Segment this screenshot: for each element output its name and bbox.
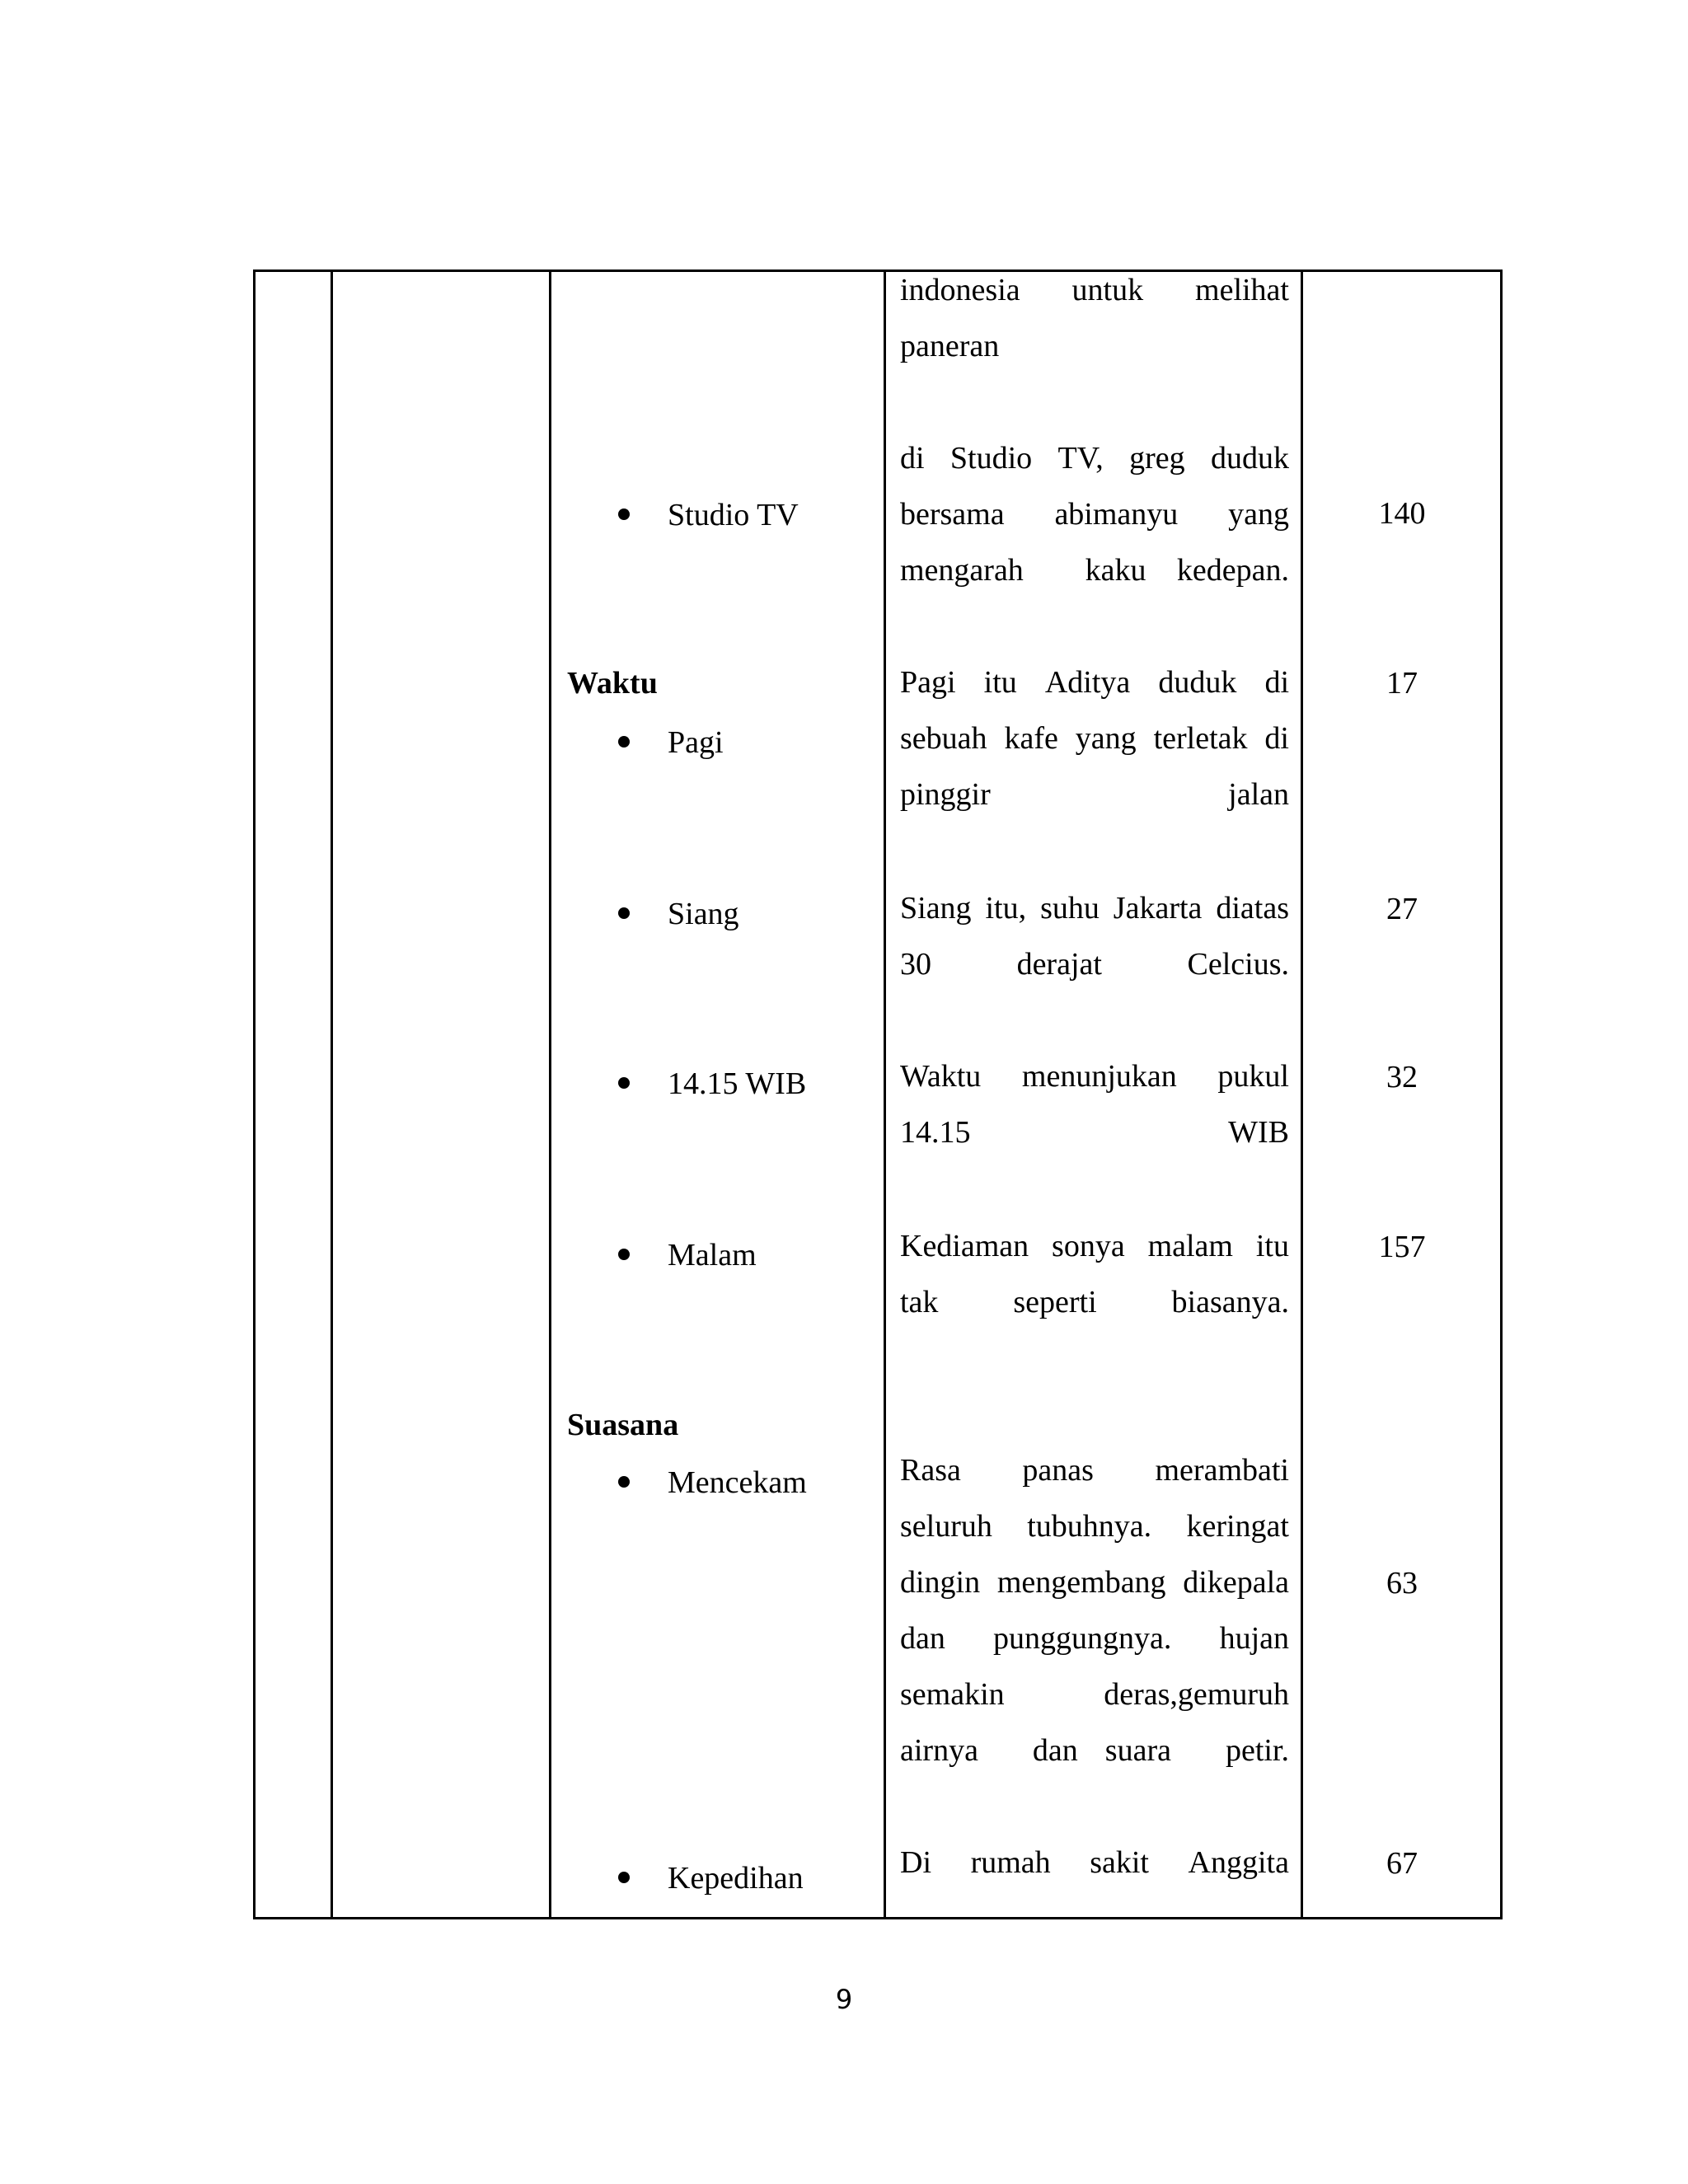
description-word: hujan [1219, 1621, 1289, 1656]
description-line: 14.15 WIB [900, 1115, 1289, 1150]
description-line [900, 1610, 1289, 1666]
description-word: punggungnya. [993, 1621, 1172, 1656]
bullet-icon [618, 907, 630, 919]
description-word: melihat [1195, 273, 1289, 307]
description-line: pinggir jalan [900, 777, 1289, 812]
description-word: indonesia [900, 273, 1020, 307]
page-reference: 140 [1378, 496, 1426, 531]
description-cell [900, 1048, 1289, 1160]
page-reference: 67 [1386, 1846, 1418, 1881]
description-word: itu [1255, 1229, 1289, 1263]
bullet-icon [618, 736, 630, 748]
table-col-divider-1 [331, 269, 333, 1919]
description-word: duduk [1158, 665, 1237, 700]
description-line [900, 1048, 1289, 1104]
description-line [900, 262, 1289, 318]
description-word: TV, [1057, 441, 1104, 476]
description-word: dan [900, 1621, 945, 1656]
description-word: itu [983, 665, 1017, 700]
table-col-divider-2 [549, 269, 551, 1919]
description-word: rumah [970, 1845, 1051, 1880]
description-word: deras,gemuruh [1104, 1677, 1289, 1712]
description-word: Jakarta [1113, 891, 1203, 926]
description-word: panas [1022, 1453, 1094, 1488]
description-word: sonya [1052, 1229, 1125, 1263]
description-line [900, 710, 1289, 766]
table-border-top [253, 269, 1503, 272]
description-line: mengarah kaku kedepan. [900, 553, 1289, 588]
description-line: tak seperti biasanya. [900, 1285, 1289, 1319]
description-cell [900, 654, 1289, 823]
description-word: tubuhnya. [1027, 1509, 1152, 1544]
description-word: semakin [900, 1677, 1005, 1712]
description-cell [900, 1218, 1289, 1330]
description-word: Kediaman [900, 1229, 1029, 1263]
description-word: yang [1075, 721, 1137, 756]
table-border-bottom [253, 1917, 1503, 1919]
description-word: pukul [1217, 1059, 1289, 1094]
item-label: Studio TV [668, 498, 799, 532]
description-line: paneran [900, 329, 1000, 363]
description-line [900, 1498, 1289, 1554]
description-line: 30 derajat Celcius. [900, 947, 1289, 982]
description-word: untuk [1071, 273, 1144, 307]
bullet-icon [618, 1249, 630, 1260]
description-line [900, 1218, 1289, 1274]
item-label: Kepedihan [668, 1861, 804, 1896]
description-word: diatas [1216, 891, 1289, 926]
page-reference: 17 [1386, 666, 1418, 701]
description-line [900, 486, 1289, 542]
description-word: sakit [1090, 1845, 1149, 1880]
description-word: Di [900, 1845, 931, 1880]
description-word: Pagi [900, 665, 956, 700]
description-line [900, 1554, 1289, 1610]
table-col-divider-3 [884, 269, 886, 1919]
item-label: Pagi [668, 725, 724, 760]
page-reference: 32 [1386, 1060, 1418, 1094]
description-word: di [1264, 721, 1289, 756]
description-word: Aditya [1044, 665, 1131, 700]
description-line [900, 430, 1289, 486]
item-label: 14.15 WIB [668, 1066, 807, 1101]
description-line [900, 1442, 1289, 1498]
description-word: Anggita [1188, 1845, 1289, 1880]
description-line [900, 654, 1289, 710]
description-word: sebuah [900, 721, 987, 756]
description-cell [900, 262, 1289, 374]
description-word: mengembang [996, 1565, 1166, 1600]
item-label: Mencekam [668, 1465, 807, 1500]
description-word: greg [1129, 441, 1185, 476]
description-word: Studio [950, 441, 1033, 476]
description-word: suhu [1040, 891, 1100, 926]
item-label: Malam [668, 1238, 757, 1272]
bullet-icon [618, 1077, 630, 1089]
bullet-icon [618, 1476, 630, 1488]
description-word: seluruh [900, 1509, 992, 1544]
page-reference: 63 [1386, 1566, 1418, 1601]
description-cell [900, 880, 1289, 992]
page-reference: 27 [1386, 892, 1418, 926]
description-line [900, 1666, 1289, 1722]
page-reference: 157 [1378, 1230, 1426, 1264]
description-cell [900, 1442, 1289, 1779]
description-word: itu, [985, 891, 1027, 926]
section-heading: Suasana [567, 1408, 679, 1442]
description-line [900, 880, 1289, 936]
page-number: 9 [835, 1984, 853, 2015]
description-word: kafe [1004, 721, 1058, 756]
description-cell [900, 1835, 1289, 1891]
section-heading: Waktu [567, 666, 658, 701]
description-word: di [900, 441, 925, 476]
description-word: malam [1147, 1229, 1233, 1263]
description-word: duduk [1210, 441, 1289, 476]
description-word: menunjukan [1021, 1059, 1177, 1094]
description-line [900, 1835, 1289, 1891]
table-border-left [253, 269, 256, 1919]
bullet-icon [618, 1872, 630, 1883]
description-word: dingin [900, 1565, 981, 1600]
description-word: di [1264, 665, 1289, 700]
description-word: Rasa [900, 1453, 961, 1488]
description-word: terletak [1153, 721, 1248, 756]
description-word: Siang [900, 891, 972, 926]
description-word: dikepala [1183, 1565, 1289, 1600]
description-word: merambati [1155, 1453, 1289, 1488]
description-word: yang [1228, 497, 1289, 532]
description-word: bersama [900, 497, 1005, 532]
description-line: airnya dan suara petir. [900, 1733, 1289, 1768]
item-label: Siang [668, 897, 739, 931]
description-word: keringat [1186, 1509, 1289, 1544]
bullet-icon [618, 509, 630, 520]
description-word: Waktu [900, 1059, 982, 1094]
description-word: abimanyu [1054, 497, 1179, 532]
description-cell [900, 430, 1289, 598]
